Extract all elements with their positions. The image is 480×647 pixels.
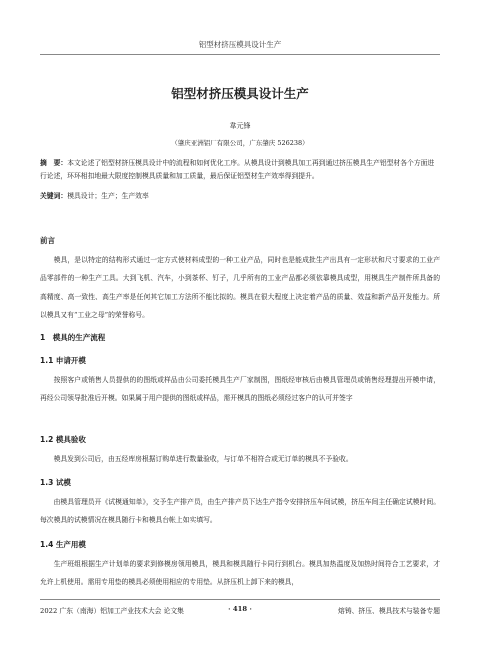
- section-1-1-heading: 1.1 申请开模: [40, 356, 86, 365]
- running-head: 铝型材挤压模具设计生产: [198, 40, 282, 49]
- footer-right: 熔铸、挤压、模具技术与装备专题: [338, 607, 440, 615]
- keywords: [40, 190, 440, 200]
- abstract-label: 摘 要：: [40, 159, 68, 167]
- section-1-2-paragraph: 模具发到公司后，由五经库房根据订购单进行数量验收，与订单不相符合或无订单的模具不予验收。: [53, 455, 353, 463]
- section-1-3-heading: 1.3 试模: [40, 478, 71, 487]
- section-1-heading: 1 模具的生产流程: [40, 333, 106, 342]
- section-1-2-heading: 1.2 模具验收: [40, 435, 86, 444]
- keywords-label: 关键词：: [40, 192, 68, 200]
- footer-divider: [40, 599, 440, 600]
- paper-title: 铝型材挤压模具设计生产: [171, 86, 309, 101]
- affiliation: （肇庆亚洲铝厂有限公司，广东肇庆 526238）: [171, 139, 309, 147]
- section-1-3-paragraph: 由模具管理员开《试模通知单》，交予生产排产员，由生产排产员下达生产指令安排挤压车间试模，挤压车间主任确定试模时间。每次模具的试模情况在模具随行卡和模具台帐上如实填写。: [40, 498, 440, 525]
- intro-heading: 前言: [40, 236, 55, 245]
- intro-paragraph: 模具，是以特定的结构形式通过一定方式使材料成型的一种工业产品，同时也是能成批生产出具有一定形状和尺寸要求的工业产品零部件的一种生产工具。大到飞机、汽车，小到茶杯、钉子，几乎所有的工业产品都必须依靠模具成型，用模具生产制件所具备的高精度、高一致性、高生产率是任何其它加工方法所不能比拟的。模具在很大程度上决定着产品的质量、效益和新产品开发能力。所以模具又有“工业之母”的荣誉称号。: [40, 256, 440, 319]
- abstract-text: 本文论述了铝型材挤压模具设计中的流程和如何优化工序。从模具设计到模具加工再到通过挤压模具生产铝型材各个方面进行论述，环环相扣地最大限度控制模具质量和加工质量，最后保证铝型材生产效率得到提升。: [40, 159, 435, 180]
- section-1-4-paragraph: 生产班组根据生产计划单的要求到修模房领用模具，模具和模具随行卡同行到机台。模具加热温度及加热时间符合工艺要求，才允许上机使用。需用专用垫的模具必须使用相应的专用垫。从挤压机上卸下来的模具，: [40, 560, 440, 587]
- section-1-1-paragraph: 按照客户或销售人员提供的的图纸或样品由公司委托模具生产厂家制图，图纸经审核后由模具管理员或销售经理提出开模申请，再经公司领导批准后开模。如果属于用户提供的图纸或样品，需开模具的图纸必须经过客户的认可并签字: [40, 376, 440, 403]
- section-1-4-heading: 1.4 生产用模: [40, 540, 86, 549]
- footer-left: 2022 广东（南海）铝加工产业技术大会 论文集: [40, 607, 184, 615]
- abstract: [40, 157, 440, 183]
- keywords-text: 模具设计；生产；生产效率: [67, 192, 149, 200]
- page-number: · 418 ·: [228, 605, 252, 613]
- author: 韋元锋: [229, 122, 251, 130]
- header-divider: [40, 54, 440, 55]
